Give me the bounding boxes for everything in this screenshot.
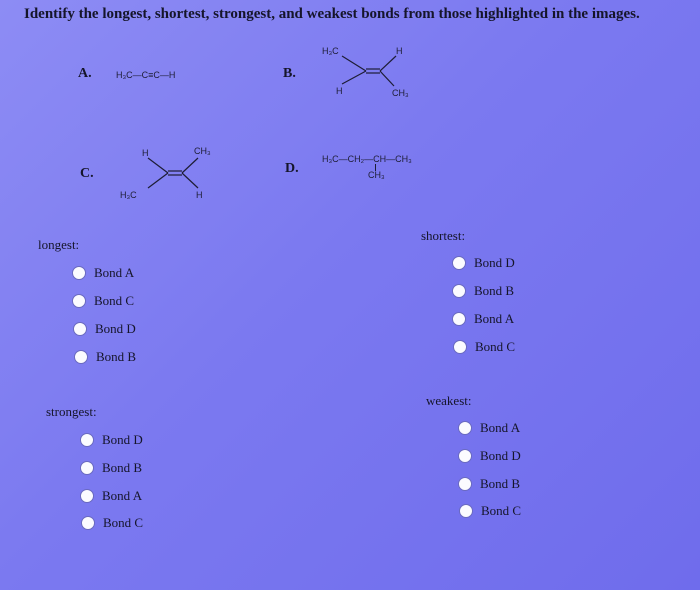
radio-button[interactable] [74, 350, 88, 364]
option-label: Bond A [474, 311, 515, 326]
weakest-option-4[interactable] [459, 503, 521, 519]
molecule-b-structure [320, 44, 430, 104]
weakest-option-1[interactable] [458, 420, 520, 436]
option-label: Bond B [480, 476, 521, 491]
molecule-b-bottom-right: CH₃ [392, 88, 409, 98]
option-label: Bond C [94, 293, 135, 308]
strongest-label: strongest: [46, 404, 97, 419]
option-label: Bond B [96, 349, 137, 364]
molecule-b-label: B. [283, 66, 296, 81]
strongest-option-4[interactable] [81, 515, 143, 531]
molecule-a-label: A. [78, 66, 92, 81]
radio-button[interactable] [80, 461, 94, 475]
option-label: Bond A [102, 488, 143, 503]
molecule-c-label: C. [80, 166, 94, 181]
molecule-d-branch: CH₃ [368, 170, 385, 180]
molecule-c-bottom-right: H [196, 190, 203, 200]
longest-label: longest: [38, 237, 80, 252]
shortest-option-2[interactable] [452, 283, 514, 299]
option-label: Bond A [94, 265, 135, 280]
molecule-d-label: D. [285, 161, 299, 176]
radio-button[interactable] [452, 256, 466, 270]
option-label: Bond C [475, 339, 516, 354]
longest-option-2[interactable] [72, 293, 134, 309]
radio-button[interactable] [81, 516, 95, 530]
molecule-a-formula: H₃C—C≡C—H [116, 70, 176, 80]
molecule-c-bottom-left: H₃C [120, 190, 137, 200]
strongest-option-2[interactable] [80, 460, 142, 476]
molecule-c-top-left: H [142, 148, 149, 158]
strongest-option-1[interactable] [80, 432, 143, 448]
longest-option-1[interactable] [72, 265, 134, 281]
weakest-option-3[interactable] [458, 476, 520, 492]
option-label: Bond D [474, 255, 515, 270]
longest-option-3[interactable] [73, 321, 136, 337]
radio-button[interactable] [453, 340, 467, 354]
option-label: Bond B [474, 283, 515, 298]
longest-option-4[interactable] [74, 349, 136, 365]
radio-button[interactable] [459, 504, 473, 518]
molecule-c-structure [118, 146, 228, 206]
shortest-option-4[interactable] [453, 339, 515, 355]
option-label: Bond D [102, 432, 143, 447]
option-label: Bond D [95, 321, 136, 336]
radio-button[interactable] [72, 294, 86, 308]
radio-button[interactable] [458, 421, 472, 435]
shortest-label: shortest: [421, 228, 466, 243]
option-label: Bond A [480, 420, 521, 435]
shortest-option-3[interactable] [452, 311, 514, 327]
molecule-b-bottom-left: H [336, 86, 343, 96]
option-label: Bond B [102, 460, 143, 475]
option-label: Bond C [481, 503, 522, 518]
molecule-c-top-right: CH₃ [194, 146, 211, 156]
option-label: Bond C [103, 515, 144, 530]
weakest-label: weakest: [426, 393, 472, 408]
radio-button[interactable] [458, 449, 472, 463]
molecule-b-top-right: H [396, 46, 403, 56]
radio-button[interactable] [452, 284, 466, 298]
weakest-option-2[interactable] [458, 448, 521, 464]
molecule-b-top-left: H₃C [322, 46, 339, 56]
radio-button[interactable] [72, 266, 86, 280]
radio-button[interactable] [452, 312, 466, 326]
radio-button[interactable] [80, 489, 94, 503]
radio-button[interactable] [73, 322, 87, 336]
radio-button[interactable] [80, 433, 94, 447]
strongest-option-3[interactable] [80, 488, 142, 504]
molecule-d-formula: H₃C—CH₂—CH—CH₃ [322, 154, 412, 164]
radio-button[interactable] [458, 477, 472, 491]
shortest-option-1[interactable] [452, 255, 515, 271]
option-label: Bond D [480, 448, 521, 463]
question-text: Identify the longest, shortest, strongest, and weakest bonds from those highlighted in the images. [24, 6, 640, 22]
